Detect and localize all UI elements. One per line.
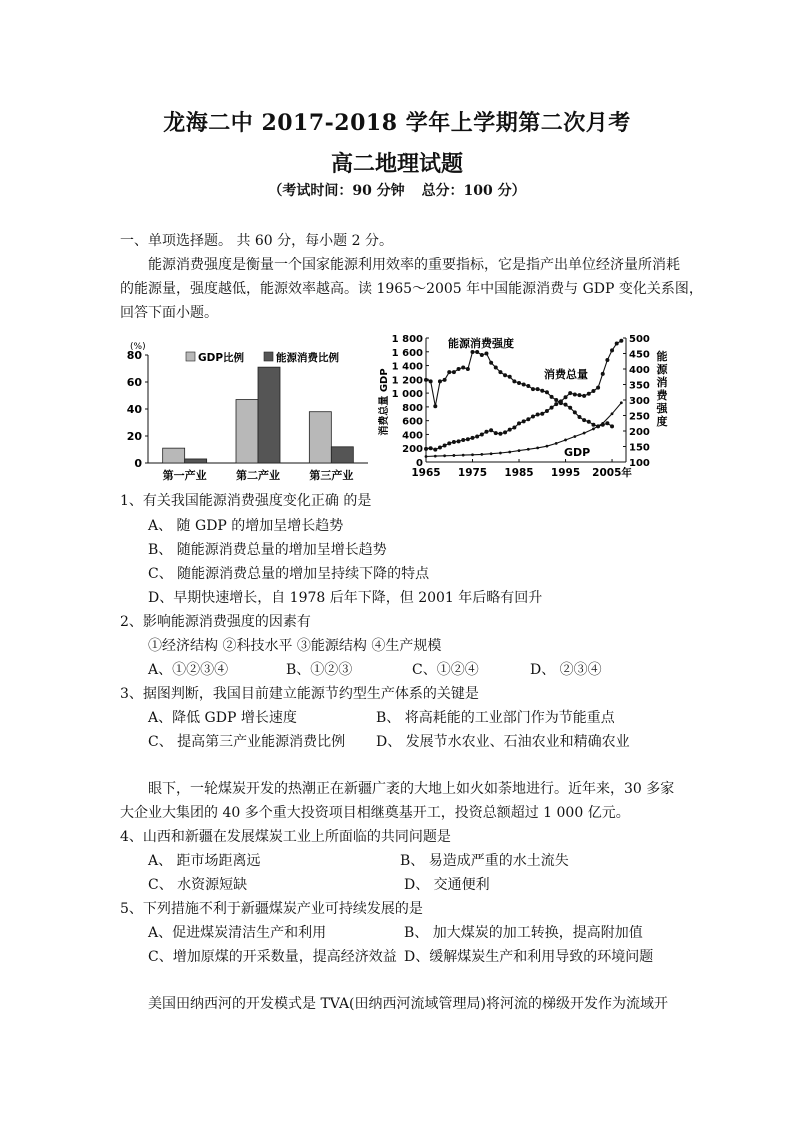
line-right-tick-label: 200 (629, 427, 650, 438)
line-point-0 (554, 398, 558, 402)
line-point-0 (475, 350, 479, 354)
total-score: 总分：100 分） (421, 183, 526, 199)
line-point-2 (611, 412, 614, 415)
line-point-0 (461, 365, 465, 369)
line-point-1 (564, 395, 568, 399)
line-series-1 (426, 341, 621, 450)
line-series-2 (426, 403, 621, 457)
line-point-2 (471, 453, 474, 456)
q2-factors: ①经济结构 ②科技水平 ③能源结构 ④生产规模 (148, 638, 442, 654)
line-point-2 (518, 449, 521, 452)
passage2-line1: 眼下，一轮煤炭开发的热潮正在新疆广袤的大地上如火如荼地进行。近年来，30 多家 (148, 781, 675, 797)
bar-y-tick-label: 20 (126, 430, 142, 443)
line-point-2 (453, 454, 456, 457)
bar-legend-label-1: 能源消费比例 (276, 352, 339, 364)
line-point-0 (550, 395, 554, 399)
line-point-1 (554, 402, 558, 406)
line-right-axis-label: 能源消费强度 (656, 350, 668, 428)
line-point-2 (434, 455, 437, 458)
line-point-1 (503, 430, 507, 434)
line-point-1 (619, 339, 623, 343)
line-point-1 (498, 432, 502, 436)
line-point-0 (512, 379, 516, 383)
bar-y-tick-label: 0 (134, 457, 142, 470)
bar-category-label: 第三产业 (309, 469, 354, 482)
bar-legend-label-0: GDP比例 (198, 352, 245, 364)
q1-option-d: D、早期快速增长，自 1978 后年下降，但 2001 年后略有回升 (148, 590, 543, 606)
bar-y-tick-label: 40 (126, 403, 142, 416)
q5-option-a: A、促进煤炭清洁生产和利用 (148, 925, 327, 941)
line-point-1 (452, 440, 456, 444)
line-point-1 (610, 348, 614, 352)
line-right-tick-label: 350 (629, 380, 650, 392)
bar-legend-swatch-0 (186, 352, 195, 361)
line-right-tick-label: 450 (629, 349, 650, 361)
q2-option-a: A、①②③④ (148, 662, 229, 678)
line-point-0 (429, 379, 433, 383)
line-point-1 (466, 437, 470, 441)
line-point-1 (596, 386, 600, 390)
bar-category-label: 第二产业 (236, 469, 280, 482)
q4-option-b: B、 易造成严重的水土流失 (400, 853, 569, 869)
exam-subtitle: 高二地理试题 (330, 151, 463, 177)
line-point-1 (424, 447, 428, 451)
exam-title: 龙海二中 2017-2018 学年上学期第二次月考 (163, 110, 631, 136)
label-energy-intensity: 能源消费强度 (448, 337, 514, 350)
q4-option-c: C、 水资源短缺 (148, 877, 248, 893)
line-left-tick-label: 600 (402, 416, 423, 428)
bar-energy-0 (185, 459, 207, 463)
q1-stem: 1、有关我国能源消费强度变化正确 的是 (120, 493, 372, 509)
line-point-2 (425, 455, 428, 458)
line-point-0 (484, 352, 488, 356)
line-point-0 (489, 361, 493, 365)
line-point-2 (620, 401, 623, 404)
q4-option-d: D、 交通便利 (404, 877, 490, 893)
line-series-0 (426, 352, 612, 426)
bar-y-tick-label: 80 (126, 349, 142, 362)
line-point-2 (536, 446, 539, 449)
line-point-2 (564, 439, 567, 442)
line-right-tick-label: 150 (629, 442, 650, 454)
q5-stem: 5、下列措施不利于新疆煤炭产业可持续发展的是 (120, 901, 423, 917)
passage2-line2: 大企业大集团的 40 多个重大投资项目相继奠基开工，投资总额超过 1 000 亿元。 (120, 805, 630, 821)
line-point-2 (527, 448, 530, 451)
line-point-0 (466, 367, 470, 371)
line-point-0 (582, 418, 586, 422)
line-point-1 (443, 443, 447, 447)
bar-y-tick-label: 60 (126, 376, 142, 389)
q1-option-a: A、 随 GDP 的增加呈增长趋势 (148, 518, 344, 534)
line-point-1 (559, 399, 563, 403)
q5-option-b: B、 加大煤炭的加工转换，提高附加值 (404, 925, 643, 941)
line-point-0 (508, 375, 512, 379)
line-point-2 (508, 451, 511, 454)
line-x-tick-label: 2005年 (592, 467, 632, 479)
q3-option-c: C、 提高第三产业能源消费比例 (148, 734, 346, 750)
line-right-tick-label: 250 (629, 411, 650, 423)
line-point-1 (582, 394, 586, 398)
line-point-0 (531, 387, 535, 391)
line-point-0 (447, 370, 451, 374)
line-point-1 (494, 431, 498, 435)
label-total-consumption: 消费总量 (544, 368, 588, 381)
line-point-0 (424, 378, 428, 382)
line-left-tick-label: 1 400 (391, 361, 423, 373)
line-point-1 (605, 358, 609, 362)
line-left-axis-label: 消费总量 GDP (379, 368, 390, 436)
line-point-2 (592, 428, 595, 431)
line-point-1 (531, 415, 535, 419)
q2-stem: 2、影响能源消费强度的因素有 (120, 614, 311, 630)
line-point-2 (480, 453, 483, 456)
line-point-1 (577, 393, 581, 397)
label-gdp: GDP (564, 446, 591, 459)
line-point-1 (433, 448, 437, 452)
line-point-0 (433, 404, 437, 408)
line-point-1 (480, 432, 484, 436)
passage1-line3: 回答下面小题。 (120, 305, 218, 321)
line-point-1 (545, 409, 549, 413)
line-point-0 (591, 423, 595, 427)
line-point-1 (536, 412, 540, 416)
line-point-2 (443, 454, 446, 457)
line-point-0 (577, 415, 581, 419)
bar-energy-1 (258, 367, 280, 463)
line-left-tick-label: 1 600 (391, 347, 423, 359)
exam-time: （考试时间：90 分钟 (268, 183, 405, 199)
line-point-0 (587, 420, 591, 424)
q1-option-b: B、 随能源消费总量的增加呈增长趋势 (148, 542, 387, 558)
line-left-tick-label: 1 000 (391, 389, 423, 401)
line-point-1 (489, 428, 493, 432)
line-point-0 (457, 367, 461, 371)
line-point-1 (587, 392, 591, 396)
bar-y-unit: (%) (130, 342, 146, 352)
line-point-2 (462, 454, 465, 457)
q3-stem: 3、据图判断，我国目前建立能源节约型生产体系的关键是 (120, 686, 479, 702)
line-point-1 (512, 426, 516, 430)
line-point-0 (443, 378, 447, 382)
line-point-0 (564, 403, 568, 407)
line-point-0 (452, 370, 456, 374)
q3-option-b: B、 将高耗能的工业部门作为节能重点 (376, 710, 615, 726)
line-left-tick-label: 1 800 (391, 334, 423, 345)
q2-option-c: C、①②④ (412, 662, 479, 678)
line-point-0 (503, 373, 507, 377)
line-point-0 (526, 384, 530, 388)
line-point-0 (517, 381, 521, 385)
passage3-line1: 美国田纳西河的开发模式是 TVA(田纳西河流域管理局)将河流的梯级开发作为流域开 (148, 996, 668, 1012)
line-x-tick-label: 1975 (457, 467, 488, 479)
q2-option-d: D、 ②③④ (530, 662, 602, 678)
energy-gdp-line-chart (378, 330, 678, 485)
passage1-line1: 能源消费强度是衡量一个国家能源利用效率的重要指标，它是指产出单位经济量所消耗 (148, 257, 680, 273)
bar-gdp-1 (236, 400, 258, 463)
bar-legend-swatch-1 (264, 352, 273, 361)
line-point-2 (573, 435, 576, 438)
line-right-tick-label: 400 (629, 365, 650, 376)
line-point-0 (545, 390, 549, 394)
line-point-1 (573, 392, 577, 396)
line-point-1 (471, 436, 475, 440)
line-point-1 (526, 417, 530, 421)
line-point-0 (494, 365, 498, 369)
line-point-1 (484, 430, 488, 434)
line-point-0 (568, 406, 572, 410)
q4-stem: 4、山西和新疆在发展煤炭工业上所面临的共同问题是 (120, 829, 451, 845)
line-point-1 (475, 435, 479, 439)
line-left-tick-label: 1 200 (391, 375, 423, 387)
line-right-tick-label: 100 (629, 458, 650, 469)
line-point-1 (447, 441, 451, 445)
line-left-tick-label: 200 (402, 444, 423, 456)
line-point-1 (461, 438, 465, 442)
line-point-1 (540, 412, 544, 416)
line-point-1 (568, 391, 572, 395)
line-point-1 (508, 428, 512, 432)
q5-option-c: C、增加原煤的开采数量，提高经济效益 (148, 949, 397, 965)
line-left-tick-label: 800 (402, 402, 423, 414)
exam-info (0, 180, 794, 200)
line-point-0 (610, 424, 614, 428)
line-x-tick-label: 1965 (411, 467, 441, 479)
q3-option-d: D、 发展节水农业、石油农业和精确农业 (376, 734, 630, 750)
line-point-2 (555, 442, 558, 445)
industry-bar-chart (120, 335, 380, 485)
line-right-tick-label: 500 (629, 334, 650, 345)
line-point-0 (536, 387, 540, 391)
line-point-1 (438, 446, 442, 450)
bar-category-label: 第一产业 (162, 469, 207, 482)
line-point-2 (499, 452, 502, 455)
q4-option-a: A、 距市场距离远 (148, 853, 261, 869)
line-point-0 (522, 383, 526, 387)
line-left-tick-label: 400 (402, 430, 423, 442)
bar-gdp-2 (309, 412, 331, 463)
line-x-tick-label: 1995 (550, 467, 581, 479)
line-point-1 (615, 342, 619, 346)
q1-option-c: C、 随能源消费总量的增加呈持续下降的特点 (148, 566, 430, 582)
line-point-0 (480, 353, 484, 357)
bar-energy-2 (331, 447, 353, 463)
line-point-1 (457, 439, 461, 443)
passage1-line2: 的能源量，强度越低，能源效率越高。读 1965～2005 年中国能源消费与 GDP 变化关系图， (120, 281, 703, 297)
bar-gdp-0 (163, 448, 185, 463)
line-point-2 (583, 432, 586, 435)
line-point-0 (573, 410, 577, 414)
q2-option-b: B、①②③ (286, 662, 353, 678)
line-left-tick-label: 0 (416, 458, 423, 469)
section-heading: 一、单项选择题。 共 60 分，每小题 2 分。 (120, 233, 393, 249)
line-point-2 (490, 452, 493, 455)
line-point-2 (546, 445, 549, 448)
line-point-0 (540, 389, 544, 393)
line-point-1 (429, 446, 433, 450)
line-point-1 (601, 372, 605, 376)
line-point-0 (498, 370, 502, 374)
line-point-0 (471, 350, 475, 354)
q3-option-a: A、降低 GDP 增长速度 (148, 710, 297, 726)
line-point-2 (601, 422, 604, 425)
line-point-1 (591, 389, 595, 393)
line-right-tick-label: 300 (629, 396, 650, 407)
line-point-0 (605, 421, 609, 425)
line-point-1 (522, 419, 526, 423)
line-point-1 (550, 406, 554, 410)
line-point-0 (438, 379, 442, 383)
line-x-tick-label: 1985 (504, 467, 534, 479)
line-point-1 (517, 421, 521, 425)
q5-option-d: D、缓解煤炭生产和利用导致的环境问题 (404, 949, 654, 965)
